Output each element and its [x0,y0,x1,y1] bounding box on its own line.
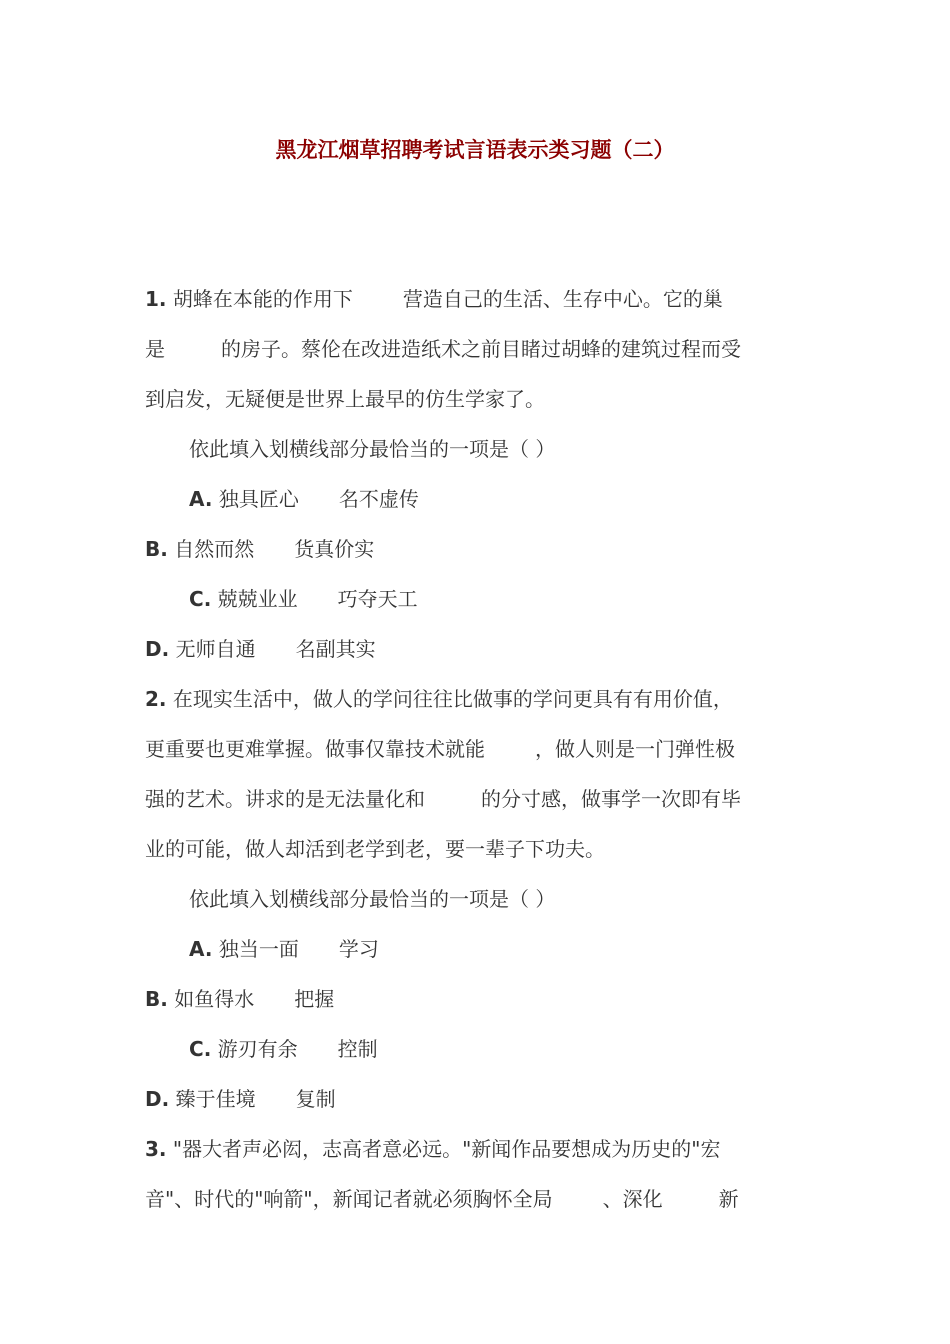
option-label: D [145,1087,162,1111]
option-label: A [189,937,205,961]
q1-option-b: B. 自然而然 货真价实 [145,537,375,561]
question-text: 在现实生活中，做人的学问往往比做事的学问更具有有用价值， [172,687,733,711]
q2-line-1: 2. 在现实生活中，做人的学问往往比做事的学问更具有有用价值， [145,687,733,711]
q2-option-c: C. 游刃有余 控制 [189,1037,378,1061]
q1-option-c: C. 兢兢业业 巧夺天工 [189,587,418,611]
question-number: 2 [145,687,159,711]
q2-line-4 [145,824,835,874]
option-word: 自然而然 [174,537,255,561]
q3-line-1: 3. "器大者声必闳，志高者意必远。"新闻作品要想成为历史的"宏 [145,1137,721,1161]
option-word: 控制 [337,1037,378,1061]
document-body [145,274,835,1224]
q1-line-1: 1. 胡蜂在本能的作用下 营造自己的生活、生存中心。它的巢 [145,287,723,311]
q3-line-2 [145,1174,835,1224]
question-number: 1 [145,287,159,311]
option-word: 货真价实 [294,537,375,561]
question-text: 胡蜂在本能的作用下 [172,287,353,311]
question-text: 强的艺术。讲求的是无法量化和 [145,787,425,811]
question-text: 到启发，无疑便是世界上最早的仿生学家了。 [145,387,545,411]
q1-option-d: D. 无师自通 名副其实 [145,637,376,661]
option-word: 无师自通 [175,637,256,661]
q2-option-a: A. 独当一面 学习 [189,937,379,961]
option-word: 如鱼得水 [174,987,255,1011]
question-text: ，做人则是一门弹性极 [535,737,735,761]
option-label: C [189,1037,204,1061]
q1-line-2 [145,324,835,374]
q1-line-3 [145,374,835,424]
q2-option-d: D. 臻于佳境 复制 [145,1087,336,1111]
prompt-text: 依此填入划横线部分最恰当的一项是（ ） [189,887,556,911]
q1-prompt [145,424,835,474]
option-word: 名不虚传 [338,487,419,511]
option-word: 学习 [338,937,379,961]
option-label: B [145,987,161,1011]
question-text: 的分寸感，做事学一次即有毕 [481,787,741,811]
option-word: 复制 [295,1087,336,1111]
option-word: 巧夺天工 [337,587,418,611]
option-label: D [145,637,162,661]
question-text: 业的可能，做人却活到老学到老，要一辈子下功夫。 [145,837,605,861]
question-text: 、深化 [602,1187,663,1211]
option-word: 把握 [294,987,335,1011]
question-text: 营造自己的生活、生存中心。它的巢 [402,287,723,311]
question-text: 是 [145,337,165,361]
q2-prompt [145,874,835,924]
option-label: B [145,537,161,561]
option-label: A [189,487,205,511]
question-text: 更重要也更难掌握。做事仅靠技术就能 [145,737,485,761]
q2-line-2 [145,724,835,774]
option-word: 独具匠心 [218,487,299,511]
option-word: 名副其实 [295,637,376,661]
question-number: 3 [145,1137,159,1161]
question-text: 音"、时代的"响箭"，新闻记者就必须胸怀全局 [145,1187,553,1211]
option-word: 臻于佳境 [175,1087,256,1111]
option-word: 独当一面 [218,937,299,961]
option-label: C [189,587,204,611]
prompt-text: 依此填入划横线部分最恰当的一项是（ ） [189,437,556,461]
page-title: 黑龙江烟草招聘考试言语表示类习题（二） [275,137,675,162]
question-text: 的房子。蔡伦在改进造纸术之前目睹过胡蜂的建筑过程而受 [221,337,741,361]
question-text: "器大者声必闳，志高者意必远。"新闻作品要想成为历史的"宏 [172,1137,721,1161]
q2-option-b: B. 如鱼得水 把握 [145,987,335,1011]
question-text: 新 [718,1187,739,1211]
option-word: 游刃有余 [217,1037,298,1061]
option-word: 兢兢业业 [217,587,298,611]
q1-option-a: A. 独具匠心 名不虚传 [189,487,419,511]
q2-line-3 [145,774,835,824]
